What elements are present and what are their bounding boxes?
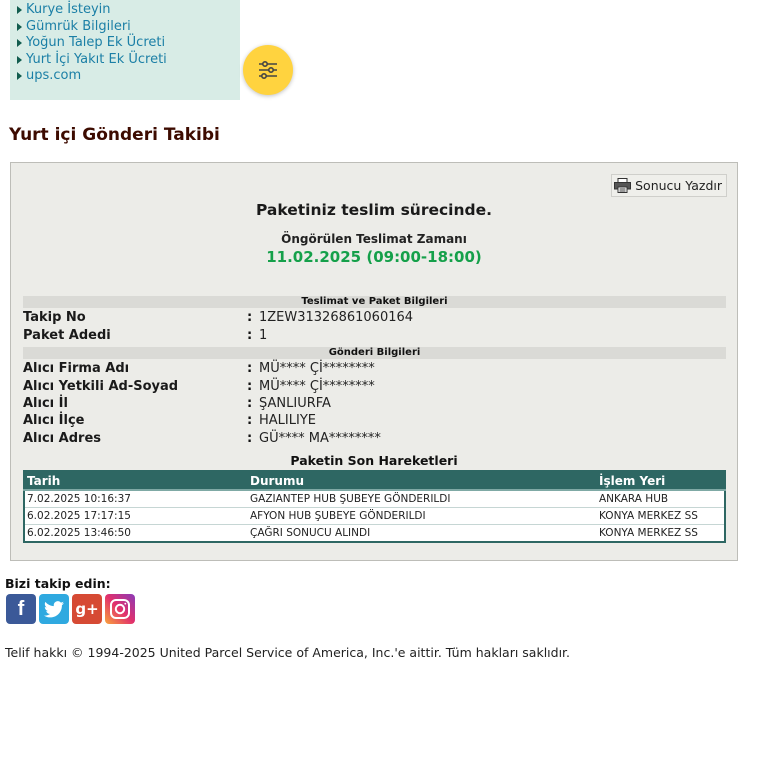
follow-us-label: Bizi takip edin:	[5, 576, 111, 591]
movement-status: GAZIANTEP HUB ŞUBEYE GÖNDERILDI	[248, 490, 597, 508]
filter-settings-button[interactable]	[243, 45, 293, 95]
column-header-location: İşlem Yeri	[597, 471, 725, 490]
info-row-package-count	[23, 328, 726, 345]
tracking-number-value: 1ZEW31326861060164	[259, 310, 414, 325]
table-row	[24, 525, 725, 543]
info-value: HALILIYE	[259, 413, 316, 428]
info-row-recipient-address	[23, 431, 726, 448]
info-row-recipient-company	[23, 361, 726, 378]
movements-header-row	[24, 471, 725, 490]
movement-status: AFYON HUB ŞUBEYE GÖNDERILDI	[248, 508, 597, 525]
info-colon: :	[247, 379, 253, 394]
movement-date: 6.02.2025 13:46:50	[24, 525, 248, 543]
info-label: Alıcı Yetkili Ad-Soyad	[23, 379, 179, 394]
column-header-date: Tarih	[24, 471, 248, 490]
info-label: Alıcı Adres	[23, 431, 101, 446]
movement-date: 6.02.2025 17:17:15	[24, 508, 248, 525]
info-value: GÜ**** MA********	[259, 431, 381, 446]
info-label: Takip No	[23, 310, 86, 325]
movement-status: ÇAĞRI SONUCU ALINDI	[248, 525, 597, 543]
eta-label: Öngörülen Teslimat Zamanı	[281, 232, 467, 246]
movements-title: Paketin Son Hareketleri	[290, 453, 458, 468]
instagram-icon[interactable]	[105, 594, 135, 624]
sliders-icon	[256, 58, 280, 82]
info-row-recipient-contact	[23, 379, 726, 396]
link-fuel-surcharge[interactable]: Yurt İçi Yakıt Ek Ücreti	[26, 52, 240, 69]
google-plus-icon[interactable]: g+	[72, 594, 102, 624]
copyright-text: Telif hakkı © 1994-2025 United Parcel Service of America, Inc.'e aittir. Tüm hakları saklıdır.	[5, 645, 571, 660]
tracking-result-panel	[10, 162, 738, 561]
print-result-label: Sonucu Yazdır	[635, 178, 722, 193]
info-row-recipient-city	[23, 396, 726, 413]
column-header-status: Durumu	[248, 471, 597, 490]
info-label: Alıcı İl	[23, 396, 68, 411]
table-row	[24, 490, 725, 508]
movement-location: KONYA MERKEZ SS	[597, 525, 725, 543]
movement-location: KONYA MERKEZ SS	[597, 508, 725, 525]
page-title: Yurt içi Gönderi Takibi	[9, 125, 220, 145]
link-peak-surcharge[interactable]: Yoğun Talep Ek Ücreti	[26, 35, 240, 52]
printer-icon	[614, 178, 631, 193]
info-colon: :	[247, 396, 253, 411]
table-row	[24, 508, 725, 525]
info-value: MÜ**** Çİ********	[259, 361, 375, 376]
info-value: ŞANLIURFA	[259, 396, 331, 411]
section-shipment-info: Gönderi Bilgileri	[23, 347, 726, 359]
twitter-icon[interactable]	[39, 594, 69, 624]
delivery-status-heading: Paketiniz teslim sürecinde.	[255, 201, 493, 219]
info-colon: :	[247, 328, 253, 343]
info-row-tracking-no	[23, 310, 726, 327]
info-colon: :	[247, 431, 253, 446]
link-customs-info[interactable]: Gümrük Bilgileri	[26, 19, 240, 36]
info-colon: :	[247, 361, 253, 376]
movements-table	[23, 470, 726, 543]
print-result-button[interactable]	[611, 174, 727, 197]
movement-date: 7.02.2025 10:16:37	[24, 490, 248, 508]
info-colon: :	[247, 310, 253, 325]
eta-value: 11.02.2025 (09:00-18:00)	[266, 248, 482, 266]
facebook-icon[interactable]: f	[6, 594, 36, 624]
link-ups-com[interactable]: ups.com	[26, 68, 240, 85]
info-label: Alıcı Firma Adı	[23, 361, 130, 376]
section-delivery-info: Teslimat ve Paket Bilgileri	[23, 296, 726, 308]
info-label: Paket Adedi	[23, 328, 111, 343]
info-value: MÜ**** Çİ********	[259, 379, 375, 394]
movement-location: ANKARA HUB	[597, 490, 725, 508]
quick-links-box	[10, 0, 240, 100]
info-colon: :	[247, 413, 253, 428]
social-links	[6, 594, 135, 624]
link-courier-request[interactable]: Kurye İsteyin	[26, 2, 240, 19]
info-label: Alıcı İlçe	[23, 413, 85, 428]
package-count-value: 1	[259, 328, 268, 343]
info-row-recipient-district	[23, 413, 726, 430]
